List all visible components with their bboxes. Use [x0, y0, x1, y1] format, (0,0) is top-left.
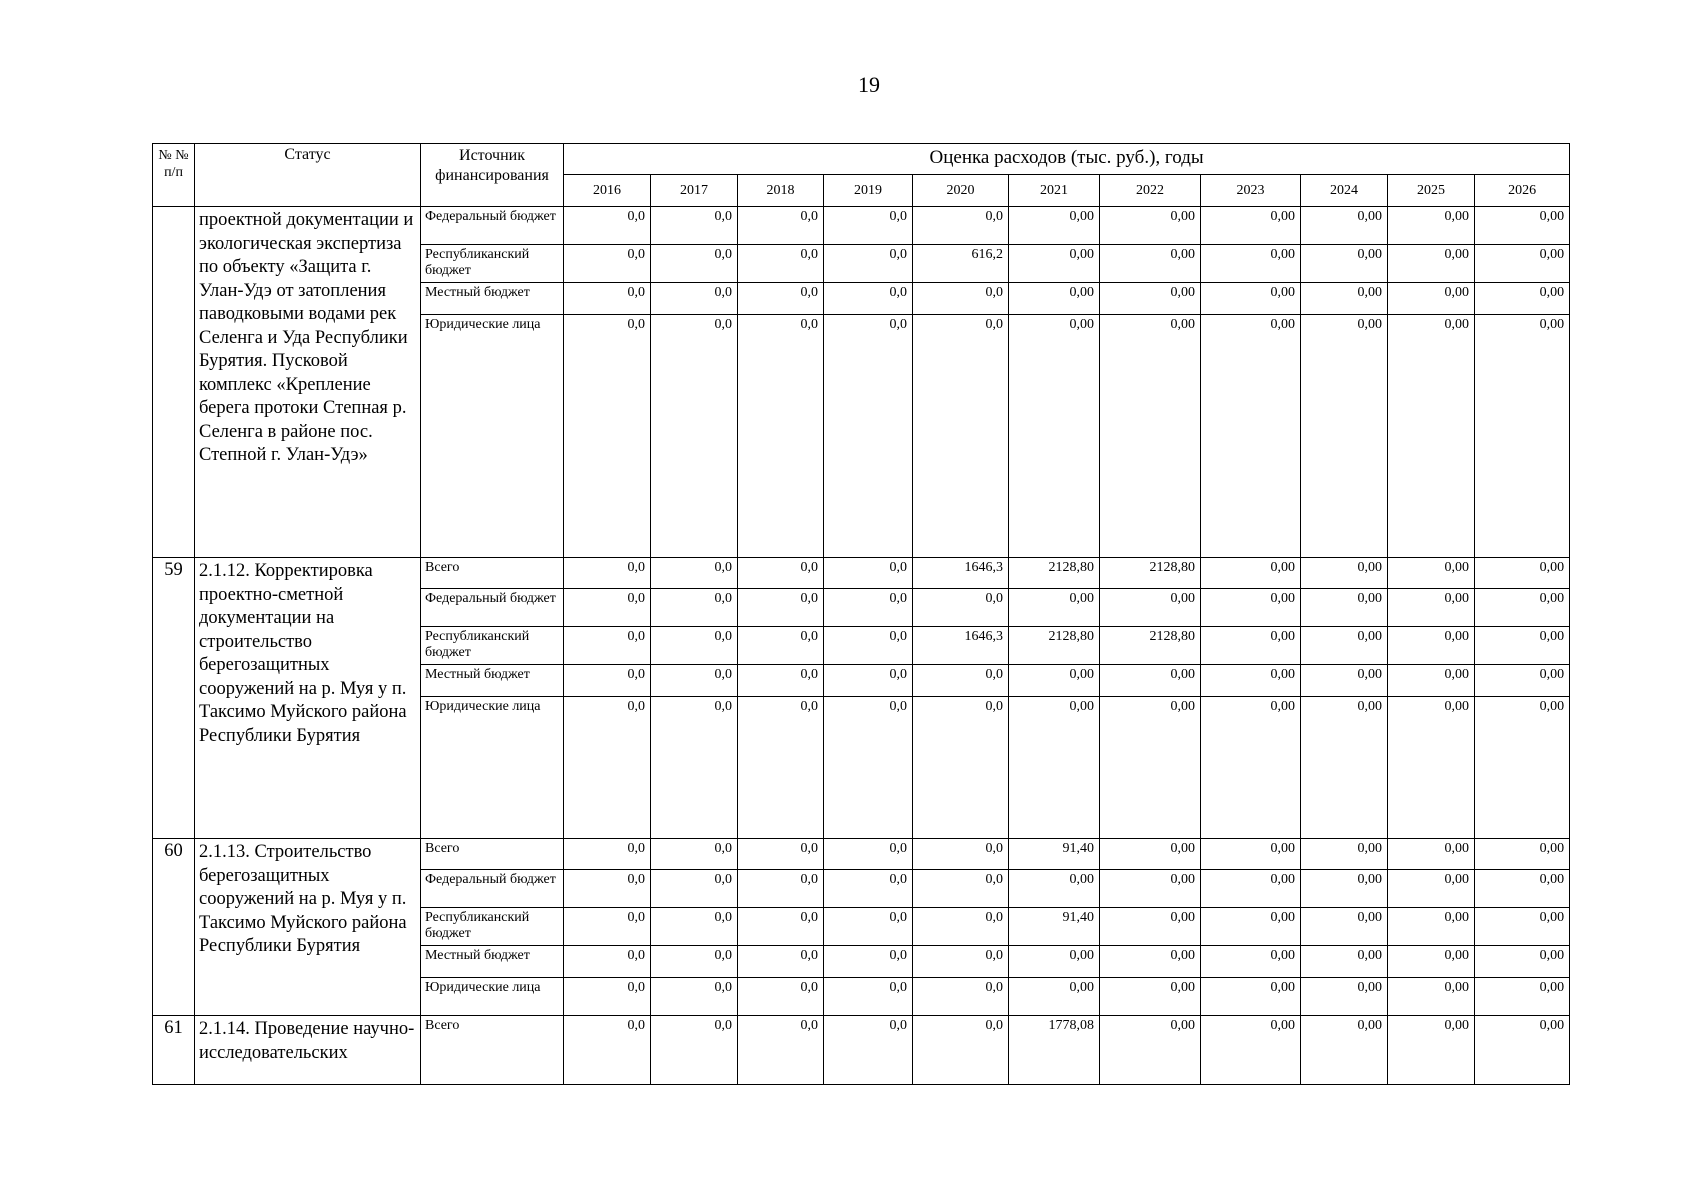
value-cell-2022: 0,00: [1100, 839, 1201, 870]
value-cell-2026: 0,00: [1475, 558, 1570, 589]
value-cell-2019: 0,0: [824, 946, 913, 978]
value-cell-2016: 0,0: [564, 558, 651, 589]
value-cell-2016: 0,0: [564, 665, 651, 697]
value-cell-2021: 0,00: [1009, 589, 1100, 627]
value-cell-2023: 0,00: [1201, 627, 1301, 665]
source-cell: Республиканский бюджет: [421, 245, 564, 283]
expense-table: [152, 143, 1570, 1085]
value-cell-2020: 0,0: [913, 665, 1009, 697]
value-cell-2017: 0,0: [651, 870, 738, 908]
value-cell-2024: 0,00: [1301, 908, 1388, 946]
year-header-2023: 2023: [1201, 175, 1301, 207]
value-cell-2025: 0,00: [1388, 908, 1475, 946]
value-cell-2020: 0,0: [913, 908, 1009, 946]
value-cell-2020: 0,0: [913, 697, 1009, 839]
value-cell-2018: 0,0: [738, 908, 824, 946]
value-cell-2020: 1646,3: [913, 627, 1009, 665]
value-cell-2026: 0,00: [1475, 908, 1570, 946]
value-cell-2023: 0,00: [1201, 315, 1301, 558]
value-cell-2023: 0,00: [1201, 870, 1301, 908]
value-cell-2020: 0,0: [913, 283, 1009, 315]
header-source: Источник финансирования: [421, 144, 564, 207]
value-cell-2023: 0,00: [1201, 283, 1301, 315]
value-cell-2019: 0,0: [824, 245, 913, 283]
value-cell-2021: 0,00: [1009, 315, 1100, 558]
value-cell-2021: 0,00: [1009, 870, 1100, 908]
value-cell-2016: 0,0: [564, 870, 651, 908]
header-status: Статус: [195, 144, 421, 207]
value-cell-2023: 0,00: [1201, 1016, 1301, 1085]
value-cell-2019: 0,0: [824, 870, 913, 908]
value-cell-2022: 0,00: [1100, 946, 1201, 978]
value-cell-2020: 0,0: [913, 207, 1009, 245]
value-cell-2016: 0,0: [564, 283, 651, 315]
row-number: 61: [153, 1016, 195, 1085]
value-cell-2021: 0,00: [1009, 665, 1100, 697]
source-cell: Местный бюджет: [421, 665, 564, 697]
value-cell-2020: 0,0: [913, 839, 1009, 870]
value-cell-2021: 1778,08: [1009, 1016, 1100, 1085]
value-cell-2017: 0,0: [651, 558, 738, 589]
value-cell-2025: 0,00: [1388, 839, 1475, 870]
value-cell-2022: 0,00: [1100, 1016, 1201, 1085]
status-cell: 2.1.14. Проведение научно-исследовательских: [195, 1016, 421, 1085]
value-cell-2016: 0,0: [564, 839, 651, 870]
value-cell-2024: 0,00: [1301, 558, 1388, 589]
value-cell-2023: 0,00: [1201, 207, 1301, 245]
value-cell-2025: 0,00: [1388, 589, 1475, 627]
status-cell: 2.1.12. Корректировка проектно-сметной документации на строительство берегозащитных сооружений на р. Муя у п. Таксимо Муйского района Республики Бурятия: [195, 558, 421, 839]
value-cell-2016: 0,0: [564, 315, 651, 558]
value-cell-2022: 0,00: [1100, 870, 1201, 908]
table-row: [153, 839, 1570, 870]
value-cell-2017: 0,0: [651, 839, 738, 870]
year-header-2025: 2025: [1388, 175, 1475, 207]
source-cell: Республиканский бюджет: [421, 627, 564, 665]
value-cell-2024: 0,00: [1301, 589, 1388, 627]
status-cell: 2.1.13. Строительство берегозащитных сооружений на р. Муя у п. Таксимо Муйского района Республики Бурятия: [195, 839, 421, 1016]
value-cell-2025: 0,00: [1388, 870, 1475, 908]
status-cell: проектной документации и экологическая экспертиза по объекту «Защита г. Улан-Удэ от затопления паводковыми водами рек Селенга и Уда Республики Бурятия. Пусковой комплекс «Крепление берега протоки Степная р. Селенга в районе пос. Степной г. Улан-Удэ»: [195, 207, 421, 558]
value-cell-2022: 2128,80: [1100, 627, 1201, 665]
value-cell-2020: 0,0: [913, 1016, 1009, 1085]
year-header-2022: 2022: [1100, 175, 1201, 207]
value-cell-2019: 0,0: [824, 558, 913, 589]
value-cell-2022: 0,00: [1100, 315, 1201, 558]
value-cell-2024: 0,00: [1301, 839, 1388, 870]
value-cell-2017: 0,0: [651, 1016, 738, 1085]
value-cell-2021: 0,00: [1009, 245, 1100, 283]
header-num: № № п/п: [153, 144, 195, 207]
value-cell-2022: 0,00: [1100, 665, 1201, 697]
value-cell-2020: 1646,3: [913, 558, 1009, 589]
value-cell-2017: 0,0: [651, 627, 738, 665]
year-header-2021: 2021: [1009, 175, 1100, 207]
value-cell-2017: 0,0: [651, 946, 738, 978]
value-cell-2024: 0,00: [1301, 978, 1388, 1016]
value-cell-2022: 0,00: [1100, 697, 1201, 839]
value-cell-2024: 0,00: [1301, 946, 1388, 978]
value-cell-2026: 0,00: [1475, 627, 1570, 665]
value-cell-2024: 0,00: [1301, 283, 1388, 315]
value-cell-2023: 0,00: [1201, 697, 1301, 839]
value-cell-2021: 2128,80: [1009, 558, 1100, 589]
value-cell-2022: 0,00: [1100, 908, 1201, 946]
header-row: [153, 144, 1570, 175]
value-cell-2017: 0,0: [651, 283, 738, 315]
value-cell-2020: 616,2: [913, 245, 1009, 283]
source-cell: Юридические лица: [421, 978, 564, 1016]
source-cell: Юридические лица: [421, 697, 564, 839]
source-cell: Республиканский бюджет: [421, 908, 564, 946]
value-cell-2016: 0,0: [564, 946, 651, 978]
value-cell-2019: 0,0: [824, 839, 913, 870]
page-number: 19: [858, 72, 880, 97]
value-cell-2022: 0,00: [1100, 245, 1201, 283]
value-cell-2025: 0,00: [1388, 627, 1475, 665]
value-cell-2016: 0,0: [564, 697, 651, 839]
value-cell-2025: 0,00: [1388, 697, 1475, 839]
value-cell-2023: 0,00: [1201, 978, 1301, 1016]
year-header-2026: 2026: [1475, 175, 1570, 207]
value-cell-2021: 0,00: [1009, 946, 1100, 978]
header-estimate: Оценка расходов (тыс. руб.), годы: [564, 144, 1570, 175]
value-cell-2026: 0,00: [1475, 870, 1570, 908]
value-cell-2020: 0,0: [913, 589, 1009, 627]
value-cell-2026: 0,00: [1475, 839, 1570, 870]
source-cell: Всего: [421, 839, 564, 870]
value-cell-2021: 0,00: [1009, 283, 1100, 315]
value-cell-2022: 0,00: [1100, 207, 1201, 245]
value-cell-2018: 0,0: [738, 870, 824, 908]
value-cell-2018: 0,0: [738, 627, 824, 665]
source-cell: Федеральный бюджет: [421, 589, 564, 627]
value-cell-2017: 0,0: [651, 245, 738, 283]
value-cell-2018: 0,0: [738, 946, 824, 978]
value-cell-2023: 0,00: [1201, 589, 1301, 627]
value-cell-2024: 0,00: [1301, 245, 1388, 283]
value-cell-2019: 0,0: [824, 978, 913, 1016]
year-header-2018: 2018: [738, 175, 824, 207]
year-header-2024: 2024: [1301, 175, 1388, 207]
value-cell-2025: 0,00: [1388, 315, 1475, 558]
value-cell-2023: 0,00: [1201, 558, 1301, 589]
value-cell-2023: 0,00: [1201, 839, 1301, 870]
value-cell-2019: 0,0: [824, 665, 913, 697]
value-cell-2018: 0,0: [738, 245, 824, 283]
value-cell-2024: 0,00: [1301, 1016, 1388, 1085]
value-cell-2024: 0,00: [1301, 697, 1388, 839]
value-cell-2019: 0,0: [824, 1016, 913, 1085]
value-cell-2021: 91,40: [1009, 839, 1100, 870]
value-cell-2024: 0,00: [1301, 315, 1388, 558]
value-cell-2017: 0,0: [651, 589, 738, 627]
value-cell-2023: 0,00: [1201, 908, 1301, 946]
value-cell-2019: 0,0: [824, 207, 913, 245]
value-cell-2019: 0,0: [824, 697, 913, 839]
value-cell-2016: 0,0: [564, 245, 651, 283]
row-number: 59: [153, 558, 195, 839]
value-cell-2022: 2128,80: [1100, 558, 1201, 589]
value-cell-2016: 0,0: [564, 627, 651, 665]
value-cell-2016: 0,0: [564, 908, 651, 946]
table-row: [153, 558, 1570, 589]
value-cell-2018: 0,0: [738, 839, 824, 870]
value-cell-2018: 0,0: [738, 1016, 824, 1085]
value-cell-2021: 0,00: [1009, 697, 1100, 839]
value-cell-2017: 0,0: [651, 697, 738, 839]
value-cell-2026: 0,00: [1475, 946, 1570, 978]
value-cell-2018: 0,0: [738, 558, 824, 589]
value-cell-2025: 0,00: [1388, 665, 1475, 697]
source-cell: Федеральный бюджет: [421, 207, 564, 245]
value-cell-2017: 0,0: [651, 207, 738, 245]
value-cell-2024: 0,00: [1301, 627, 1388, 665]
value-cell-2025: 0,00: [1388, 245, 1475, 283]
value-cell-2023: 0,00: [1201, 946, 1301, 978]
value-cell-2019: 0,0: [824, 908, 913, 946]
source-cell: Местный бюджет: [421, 946, 564, 978]
source-cell: Юридические лица: [421, 315, 564, 558]
value-cell-2021: 0,00: [1009, 207, 1100, 245]
year-header-2017: 2017: [651, 175, 738, 207]
value-cell-2018: 0,0: [738, 207, 824, 245]
value-cell-2026: 0,00: [1475, 978, 1570, 1016]
source-cell: Местный бюджет: [421, 283, 564, 315]
value-cell-2024: 0,00: [1301, 870, 1388, 908]
value-cell-2018: 0,0: [738, 665, 824, 697]
value-cell-2025: 0,00: [1388, 283, 1475, 315]
value-cell-2022: 0,00: [1100, 283, 1201, 315]
source-cell: Всего: [421, 1016, 564, 1085]
table-row: [153, 1016, 1570, 1085]
value-cell-2020: 0,0: [913, 870, 1009, 908]
value-cell-2025: 0,00: [1388, 946, 1475, 978]
year-header-2020: 2020: [913, 175, 1009, 207]
value-cell-2026: 0,00: [1475, 245, 1570, 283]
row-number: [153, 207, 195, 558]
value-cell-2017: 0,0: [651, 908, 738, 946]
value-cell-2021: 91,40: [1009, 908, 1100, 946]
value-cell-2019: 0,0: [824, 627, 913, 665]
value-cell-2018: 0,0: [738, 589, 824, 627]
value-cell-2021: 2128,80: [1009, 627, 1100, 665]
value-cell-2018: 0,0: [738, 697, 824, 839]
value-cell-2026: 0,00: [1475, 1016, 1570, 1085]
value-cell-2023: 0,00: [1201, 245, 1301, 283]
value-cell-2024: 0,00: [1301, 665, 1388, 697]
value-cell-2025: 0,00: [1388, 558, 1475, 589]
value-cell-2017: 0,0: [651, 315, 738, 558]
value-cell-2024: 0,00: [1301, 207, 1388, 245]
value-cell-2020: 0,0: [913, 978, 1009, 1016]
year-header-2016: 2016: [564, 175, 651, 207]
value-cell-2025: 0,00: [1388, 978, 1475, 1016]
value-cell-2020: 0,0: [913, 946, 1009, 978]
value-cell-2022: 0,00: [1100, 589, 1201, 627]
value-cell-2026: 0,00: [1475, 697, 1570, 839]
value-cell-2026: 0,00: [1475, 589, 1570, 627]
value-cell-2017: 0,0: [651, 665, 738, 697]
value-cell-2025: 0,00: [1388, 1016, 1475, 1085]
value-cell-2022: 0,00: [1100, 978, 1201, 1016]
value-cell-2019: 0,0: [824, 589, 913, 627]
row-number: 60: [153, 839, 195, 1016]
value-cell-2025: 0,00: [1388, 207, 1475, 245]
value-cell-2016: 0,0: [564, 978, 651, 1016]
table-row: [153, 207, 1570, 245]
value-cell-2020: 0,0: [913, 315, 1009, 558]
value-cell-2018: 0,0: [738, 283, 824, 315]
source-cell: Всего: [421, 558, 564, 589]
value-cell-2016: 0,0: [564, 589, 651, 627]
value-cell-2017: 0,0: [651, 978, 738, 1016]
value-cell-2018: 0,0: [738, 978, 824, 1016]
value-cell-2021: 0,00: [1009, 978, 1100, 1016]
value-cell-2019: 0,0: [824, 283, 913, 315]
value-cell-2026: 0,00: [1475, 665, 1570, 697]
value-cell-2019: 0,0: [824, 315, 913, 558]
value-cell-2016: 0,0: [564, 207, 651, 245]
value-cell-2023: 0,00: [1201, 665, 1301, 697]
value-cell-2016: 0,0: [564, 1016, 651, 1085]
value-cell-2018: 0,0: [738, 315, 824, 558]
source-cell: Федеральный бюджет: [421, 870, 564, 908]
value-cell-2026: 0,00: [1475, 315, 1570, 558]
value-cell-2026: 0,00: [1475, 207, 1570, 245]
year-header-2019: 2019: [824, 175, 913, 207]
value-cell-2026: 0,00: [1475, 283, 1570, 315]
